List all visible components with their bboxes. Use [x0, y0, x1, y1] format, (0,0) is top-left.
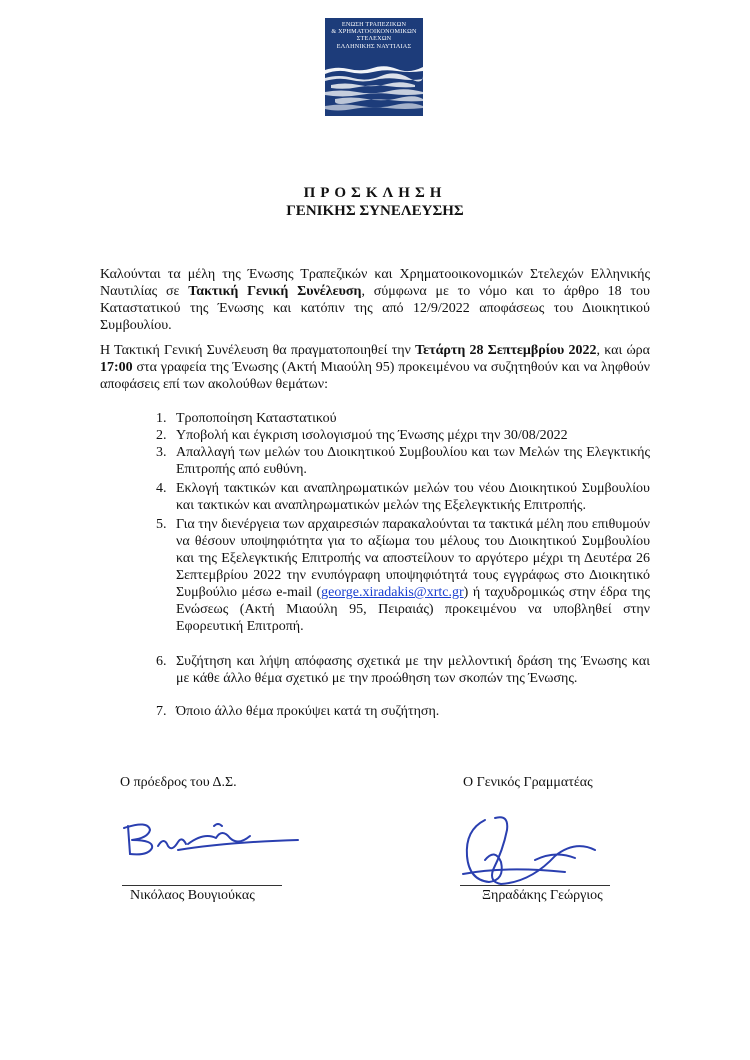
president-name: Νικόλαος Βουγιούκας	[130, 888, 255, 903]
agenda-text: Απαλλαγή των μελών του Διοικητικού Συμβουλίου και των Μελών της Ελεγκτικής Επιτροπής από ευθύνη.	[176, 445, 650, 477]
agenda-text: Υποβολή και έγκριση ισολογισμού της Ένωσης μέχρι την 30/08/2022	[176, 428, 568, 443]
secretary-signature-icon	[445, 810, 615, 900]
agenda-item	[130, 516, 650, 635]
agenda-text: Για την διενέργεια των αρχαιρεσιών παρακαλούνται τα τακτικά μέλη που επιθυμούν να θέσουν υποψηφιότητα για το αξίωμα του μέλους του Διοικητικού Συμβουλίου και της Εξελεγκτικής Επιτροπής να αποστείλουν το αργότερο μέχρι τη Δευτέρα 26 Σεπτεμβρίου 2022 την ενυπόγραφη υποψηφιότητά τους εγγράφως στο Διοικητικό Συμβούλιο μέσω e-mail (	[176, 517, 650, 600]
email-link[interactable]: george.xiradakis@xrtc.gr	[321, 585, 464, 600]
agenda-item	[130, 480, 650, 514]
president-signature-icon	[118, 818, 318, 868]
agenda-number: 1.	[156, 411, 167, 426]
agenda-item	[130, 444, 650, 478]
intro-text: Καλούνται τα μέλη της Ένωσης Τραπεζικών και Χρηματοοικονομικών Στελεχών Ελληνικής Ναυτιλίας σε	[100, 267, 650, 299]
logo-line: ΕΝΩΣΗ ΤΡΑΠΕΖΙΚΩΝ	[341, 21, 407, 28]
agenda-number: 6.	[156, 654, 167, 669]
organization-logo	[325, 18, 423, 116]
meeting-paragraph	[100, 342, 650, 393]
secretary-label: Ο Γενικός Γραμματέας	[463, 775, 593, 790]
intro-bold-text: Τακτική Γενική Συνέλευση	[188, 284, 362, 299]
agenda-number: 3.	[156, 445, 167, 460]
agenda-text: ) ή ταχυδρομικώς στην έδρα της Ενώσεως (Ακτή Μιαούλη 95, Πειραιάς) προκειμένου να υποβληθεί στην Εφορευτική Επιτροπή.	[176, 585, 650, 634]
agenda-number: 4.	[156, 481, 167, 496]
agenda-item	[130, 427, 650, 444]
secretary-signature-line	[460, 885, 610, 886]
agenda-number: 5.	[156, 517, 167, 532]
logo-line: & ΧΡΗΜΑΤΟΟΙΚΟΝΟΜΙΚΩΝ	[331, 28, 417, 36]
agenda-text: Όποιο άλλο θέμα προκύψει κατά τη συζήτηση.	[176, 704, 440, 719]
document-title: ΠΡΟΣΚΛΗΣΗ	[303, 185, 447, 201]
president-signature-line	[122, 885, 282, 886]
document-subtitle: ΓΕΝΙΚΗΣ ΣΥΝΕΛΕΥΣΗΣ	[286, 203, 464, 219]
agenda-number: 2.	[156, 428, 167, 443]
logo-line: ΣΤΕΛΕΧΩΝ	[356, 35, 392, 43]
agenda-number: 7.	[156, 704, 167, 719]
logo-waves-icon	[325, 18, 423, 116]
agenda-item	[130, 703, 650, 720]
secretary-name: Ξηραδάκης Γεώργιος	[482, 888, 603, 903]
president-label: Ο πρόεδρος του Δ.Σ.	[120, 775, 237, 790]
meeting-text: στα γραφεία της Ένωσης (Ακτή Μιαούλη 95) προκειμένου να συζητηθούν και να ληφθούν αποφάσεις επί των ακολούθων θεμάτων:	[100, 360, 650, 392]
meeting-time: 17:00	[100, 360, 133, 375]
meeting-text: , και ώρα	[596, 343, 650, 358]
agenda-text: Συζήτηση και λήψη απόφασης σχετικά με την μελλοντική δράση της Ένωσης και με κάθε άλλο θέμα σχετικό με την προώθηση των σκοπών της Ένωσης.	[176, 654, 650, 686]
intro-text: , σύμφωνα με το νόμο και το άρθρο 18 του Καταστατικού της Ένωσης και κατόπιν της από 12/9/2022 αποφάσεως του Διοικητικού Συμβουλίου.	[100, 284, 650, 333]
agenda-list	[130, 410, 650, 720]
agenda-item	[130, 410, 650, 427]
meeting-text: Η Τακτική Γενική Συνέλευση θα πραγματοποιηθεί την	[100, 343, 416, 358]
agenda-text: Εκλογή τακτικών και αναπληρωματικών μελών του νέου Διοικητικού Συμβουλίου και τακτικών και αναπληρωματικών μελών της Εξελεγκτικής Επιτροπής.	[176, 481, 650, 513]
logo-line: ΕΛΛΗΝΙΚΗΣ ΝΑΥΤΙΛΙΑΣ	[336, 42, 412, 50]
meeting-date: Τετάρτη 28 Σεπτεμβρίου 2022	[415, 343, 597, 358]
agenda-text: Τροποποίηση Καταστατικού	[176, 411, 337, 426]
intro-paragraph	[100, 266, 650, 334]
agenda-item	[130, 653, 650, 687]
